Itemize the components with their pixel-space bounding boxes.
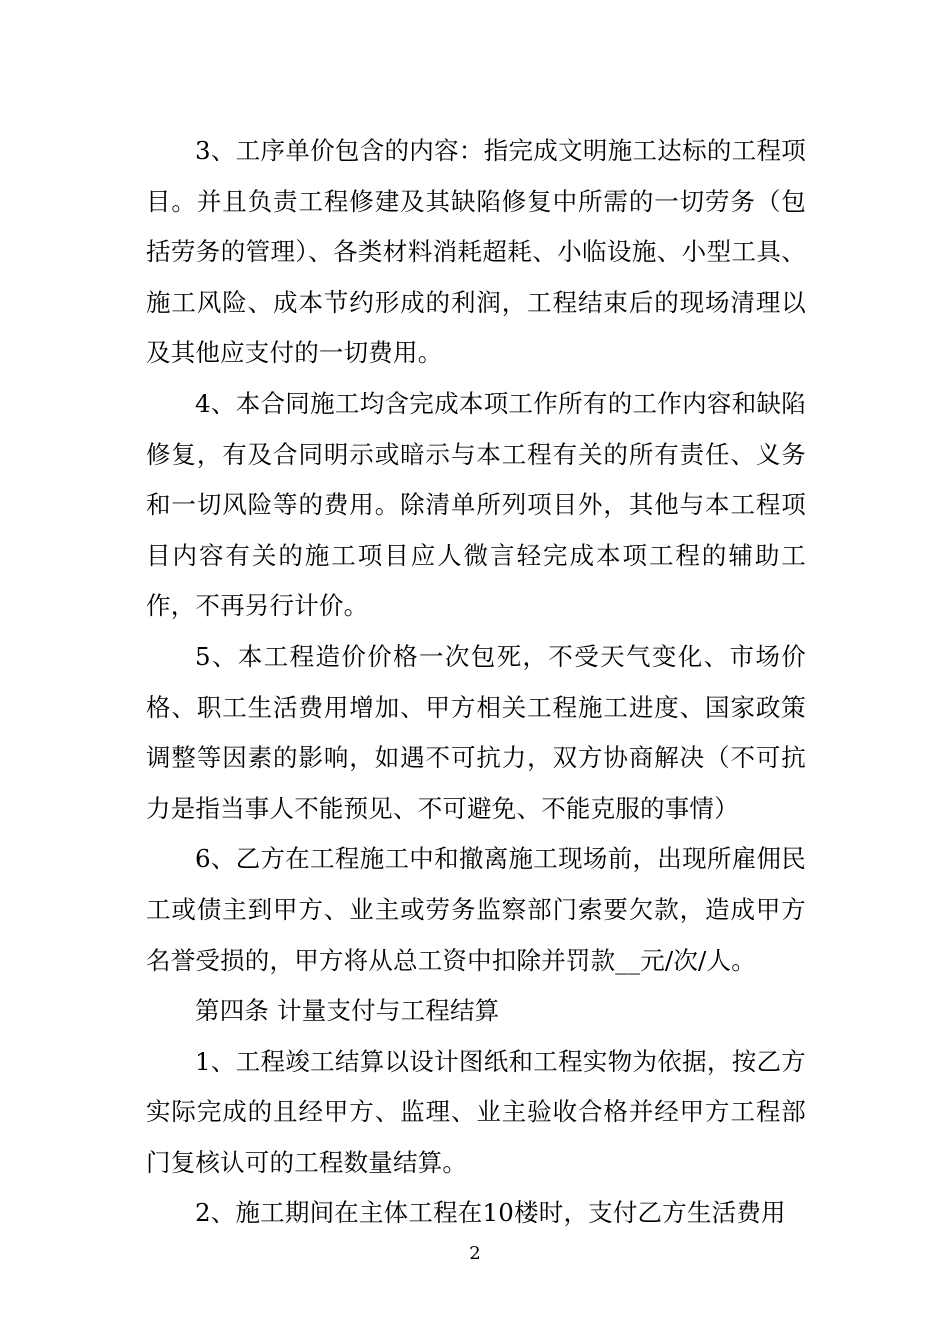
section-heading-article-4: 第四条 计量支付与工程结算	[195, 996, 500, 1026]
paragraph-2-payment: 2、施工期间在主体工程在10楼时，支付乙方生活费用	[195, 1198, 786, 1228]
paragraph-3-unit-price: 3、工序单价包含的内容：指完成文明施工达标的工程项目。并且负责工程修建及其缺陷修复中所需的一切劳务（包括劳务的管理）、各类材料消耗超耗、小临设施、小型工具、施工风险、成本节约形成的利润，工程结束后的现场清理以及其他应支付的一切费用。	[146, 136, 806, 368]
paragraph-5-fixed-price: 5、本工程造价价格一次包死，不受天气变化、市场价格、职工生活费用增加、甲方相关工程施工进度、国家政策调整等因素的影响，如遇不可抗力，双方协商解决（不可抗力是指当事人不能预见、不可避免、不能克服的事情）	[146, 641, 806, 823]
paragraph-4-scope: 4、本合同施工均含完成本项工作所有的工作内容和缺陷修复，有及合同明示或暗示与本工程有关的所有责任、义务和一切风险等的费用。除清单所列项目外，其他与本工程项目内容有关的施工项目应人微言轻完成本项工程的辅助工作，不再另行计价。	[146, 388, 806, 621]
paragraph-1-settlement: 1、工程竣工结算以设计图纸和工程实物为依据，按乙方实际完成的且经甲方、监理、业主验收合格并经甲方工程部门复核认可的工程数量结算。	[146, 1046, 806, 1177]
paragraph-6-penalty: 6、乙方在工程施工中和撤离施工现场前，出现所雇佣民工或债主到甲方、业主或劳务监察部门索要欠款，造成甲方名誉受损的，甲方将从总工资中扣除并罚款__元/次/人。	[146, 844, 806, 975]
page-number: 2	[469, 1243, 481, 1264]
document-body	[146, 126, 806, 1239]
